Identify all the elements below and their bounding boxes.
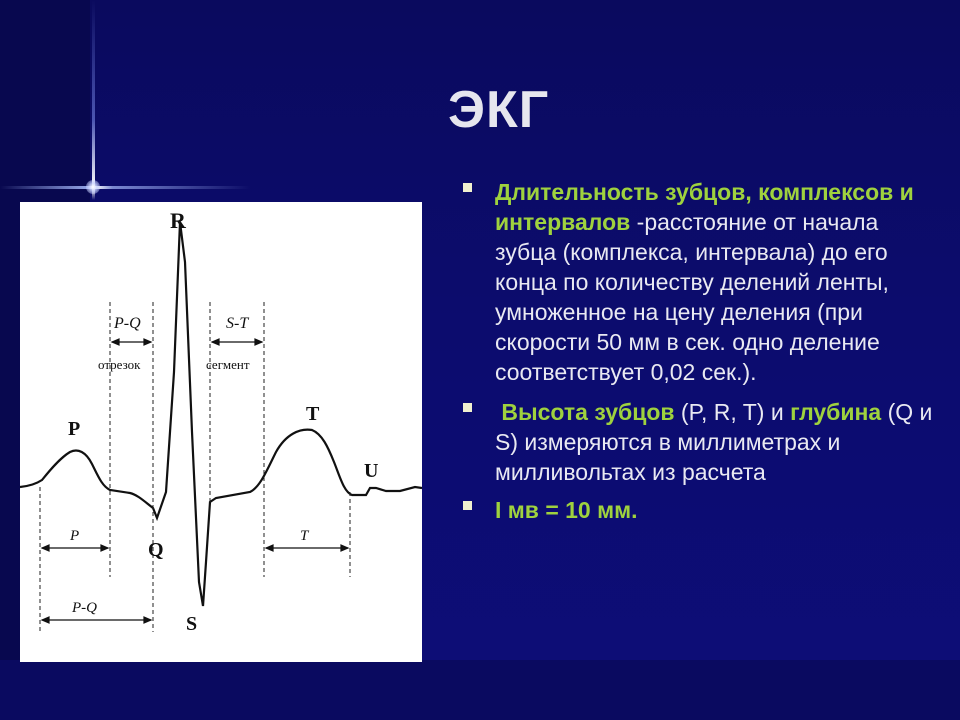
bullet-list [463,177,943,525]
interval-label-pq: P-Q [114,315,141,332]
duration-label-t: T [300,528,309,544]
depth-heading: глубина [790,399,882,425]
background-bottom-band [0,660,960,720]
slide-title: ЭКГ [448,81,550,139]
duration-label-p: P [70,528,80,544]
peak-label-r: R [170,208,186,233]
peak-label-s: S [186,613,198,635]
scale-text: I мв = 10 мм. [495,497,638,523]
peak-label-u: U [364,460,379,482]
duration-heading: Длительность зубцов, комплексов и интервалов [495,179,914,235]
light-flare-horizontal [0,186,250,189]
height-text: (P, R, T) и [674,399,791,425]
light-flare-star-icon [86,180,100,194]
depth-text: (Q и S) измеряются в миллиметрах и милливольтах из расчета [495,399,933,485]
bullet-square-icon [463,183,472,192]
interval-label-st: S-T [226,315,249,332]
bullet-item-duration [463,177,943,387]
duration-label-pq: P-Q [72,600,97,616]
interval-guide-lines [40,302,350,632]
interval-note-otrezok: отрезок [98,357,141,372]
peak-label-q: Q [148,539,164,561]
light-flare-vertical [92,0,95,200]
bullet-square-icon [463,403,472,412]
duration-text: -расстояние от начала зубца (комплекса, интервала) до его конца по количеству делений ленты, умноженное на цену деления (при скорости 50 мм в сек. одно деление соответствует 0,02 сек.). [495,209,889,385]
bullet-item-amplitude [463,397,943,487]
bullet-square-icon [463,501,472,510]
peak-label-t: T [306,403,320,425]
peak-label-p: P [68,418,81,440]
ecg-diagram-svg [20,202,422,662]
interval-note-segment: сегмент [206,357,250,372]
height-heading: Высота зубцов [501,399,675,425]
ecg-diagram [20,202,422,662]
bullet-item-scale [463,495,943,525]
